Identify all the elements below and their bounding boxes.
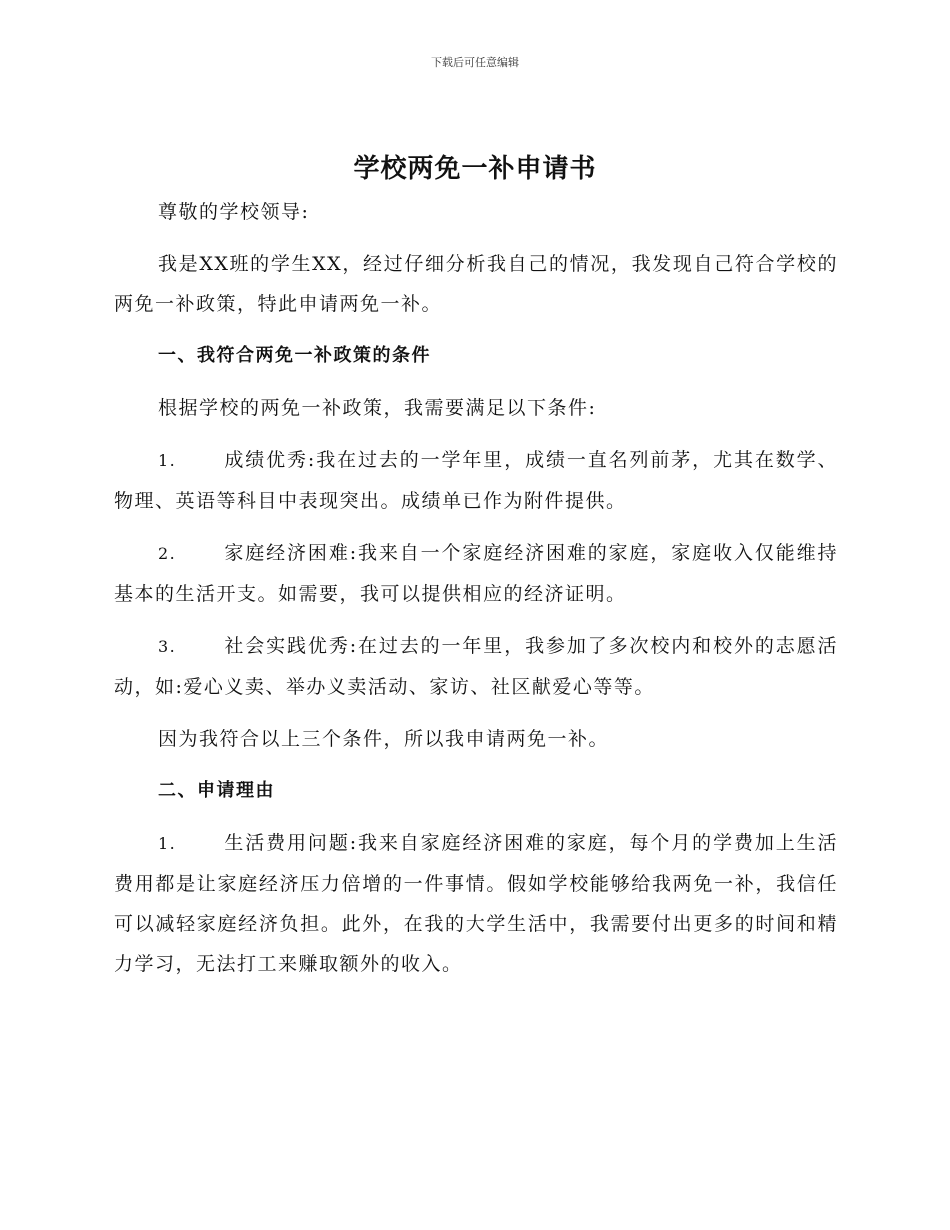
salutation: 尊敬的学校领导: bbox=[158, 201, 310, 223]
section-1-heading: 一、我符合两免一补政策的条件 bbox=[158, 345, 431, 366]
list-item bbox=[114, 440, 838, 521]
list-number: 3. bbox=[158, 637, 177, 656]
list-item-text: 成绩优秀:我在过去的一学年里，成绩一直名列前茅，尤其在数学、物理、英语等科目中表现突出。成绩单已作为附件提供。 bbox=[114, 449, 838, 512]
list-number: 1. bbox=[158, 451, 177, 470]
section-1-lead: 根据学校的两免一补政策，我需要满足以下条件: bbox=[158, 397, 597, 419]
list-item-text: 生活费用问题:我来自家庭经济困难的家庭，每个月的学费加上生活费用都是让家庭经济压力倍增的一件事情。假如学校能够给我两免一补，我信任可以减轻家庭经济负担。此外，在我的大学生活中，我需要付出更多的时间和精力学习，无法打工来赚取额外的收入。 bbox=[114, 832, 838, 975]
list-item bbox=[114, 533, 838, 614]
list-item-text: 家庭经济困难:我来自一个家庭经济困难的家庭，家庭收入仅能维持基本的生活开支。如需要，我可以提供相应的经济证明。 bbox=[114, 542, 838, 605]
section-2-heading: 二、申请理由 bbox=[158, 780, 275, 801]
list-item bbox=[114, 626, 838, 707]
list-item-text: 社会实践优秀:在过去的一年里，我参加了多次校内和校外的志愿活动，如:爱心义卖、举办义卖活动、家访、社区献爱心等等。 bbox=[114, 635, 838, 698]
list-number: 1. bbox=[158, 834, 177, 853]
list-number: 2. bbox=[158, 544, 177, 563]
section-1-conclusion: 因为我符合以上三个条件，所以我申请两免一补。 bbox=[158, 728, 610, 750]
page-title: 学校两免一补申请书 bbox=[353, 154, 597, 184]
header-note: 下载后可任意编辑 bbox=[431, 56, 519, 69]
document-body bbox=[114, 192, 838, 996]
intro-paragraph: 我是XX班的学生XX，经过仔细分析我自己的情况，我发现自己符合学校的两免一补政策，特此申请两免一补。 bbox=[114, 253, 838, 315]
list-item bbox=[114, 823, 838, 984]
